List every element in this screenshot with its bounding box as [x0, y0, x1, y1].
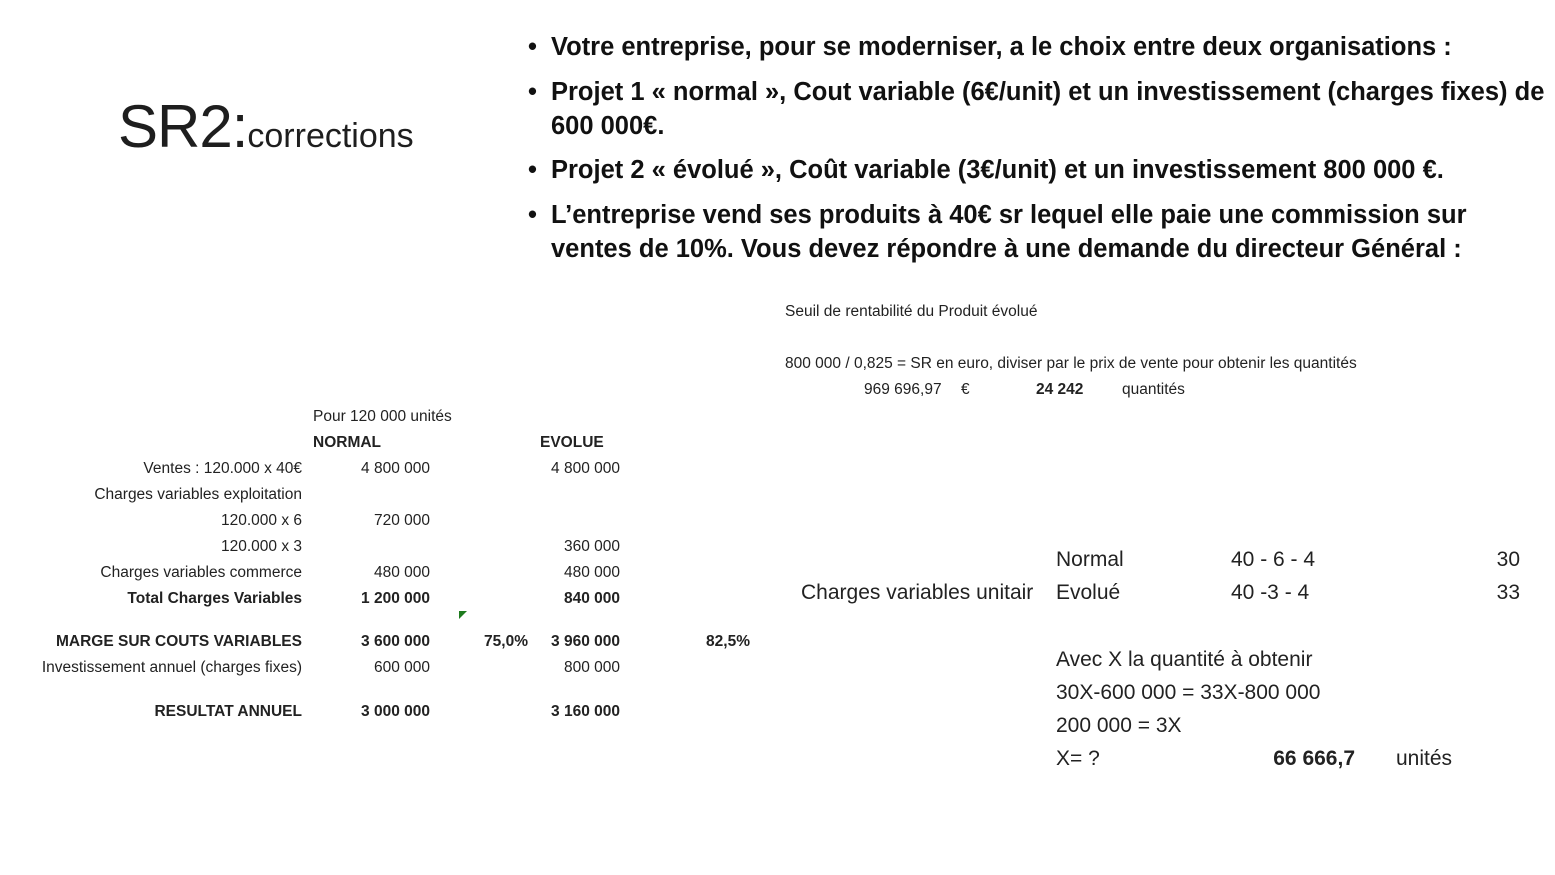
bullet-item: • L’entreprise vend ses produits à 40€ sr lequel elle paie une commission sur ventes de 10%. Vous devez répondre à une demande du directeur Général : [528, 198, 1548, 266]
bullet-item: • Votre entreprise, pour se moderniser, a le choix entre deux organisations : [528, 30, 1548, 64]
row-label: 120.000 x 6 [220, 512, 302, 529]
bullet-item: • Projet 1 « normal », Cout variable (6€/unit) et un investissement (charges fixes) de 600 000€. [528, 75, 1548, 143]
cell-normal: 1 200 000 [361, 590, 430, 607]
row-label: RESULTAT ANNUEL [154, 703, 302, 720]
title-main: SR2: [118, 93, 248, 160]
title-sub: corrections [247, 117, 414, 155]
seuil-formula: 800 000 / 0,825 = SR en euro, diviser par le prix de vente pour obtenir les quantités [785, 355, 1357, 372]
equation-line: Avec X la quantité à obtenir [1056, 648, 1313, 671]
row-label: 120.000 x 3 [220, 538, 302, 555]
bullet-item: • Projet 2 « évolué », Coût variable (3€/unit) et un investissement 800 000 €. [528, 153, 1548, 187]
cell-evolue: 480 000 [563, 564, 620, 581]
seuil-heading: Seuil de rentabilité du Produit évolué [785, 303, 1038, 320]
cell-evolue: 3 960 000 [551, 633, 620, 650]
cell-comment-marker-icon [459, 611, 467, 619]
row-label: Total Charges Variables [127, 590, 302, 607]
unit-row-value: 33 [1496, 581, 1520, 604]
header-normal: NORMAL [313, 434, 382, 451]
page-title [118, 92, 414, 161]
unit-row-name: Evolué [1056, 581, 1121, 604]
header-evolue: EVOLUE [540, 434, 604, 451]
unit-row-value: 30 [1496, 548, 1520, 571]
equation-unit: unités [1396, 747, 1453, 770]
seuil-quantity-label: quantités [1122, 381, 1185, 398]
euro-sign: € [961, 381, 970, 398]
bullet-icon: • [528, 200, 537, 229]
seuil-quantity: 24 242 [1036, 381, 1084, 398]
equation-line: 30X-600 000 = 33X-800 000 [1056, 681, 1321, 704]
cell-normal: 720 000 [373, 512, 430, 529]
equation-result: 66 666,7 [1273, 747, 1355, 770]
bullet-icon: • [528, 33, 537, 61]
table-caption: Pour 120 000 unités [313, 408, 452, 425]
cell-normal: 480 000 [373, 564, 430, 581]
cell-evolue: 840 000 [563, 590, 620, 607]
equation-question: X= ? [1056, 747, 1100, 770]
cell-evolue: 3 160 000 [551, 703, 620, 720]
unit-row-calc: 40 -3 - 4 [1231, 581, 1310, 604]
cell-normal: 3 000 000 [361, 703, 430, 720]
bullet-list [528, 30, 1548, 276]
cell-evolue: 800 000 [563, 659, 620, 676]
row-label: MARGE SUR COUTS VARIABLES [55, 633, 302, 650]
equation-line: 200 000 = 3X [1056, 714, 1182, 737]
unit-row-calc: 40 - 6 - 4 [1231, 548, 1316, 571]
row-label: Charges variables exploitation [94, 486, 302, 503]
cell-evolue: 4 800 000 [551, 460, 620, 477]
cell-evolue: 360 000 [563, 538, 620, 555]
cell-pct-evolue: 82,5% [706, 633, 750, 650]
cell-normal: 3 600 000 [361, 633, 430, 650]
row-label: Charges variables commerce [100, 564, 302, 581]
seuil-euro-value: 969 696,97 [864, 381, 942, 398]
cell-pct-normal: 75,0% [484, 633, 528, 650]
cell-normal: 4 800 000 [361, 460, 430, 477]
row-label: Ventes : 120.000 x 40€ [143, 460, 302, 477]
bullet-icon: • [528, 77, 537, 106]
row-label: Investissement annuel (charges fixes) [41, 659, 302, 676]
unit-charges-label: Charges variables unitair [801, 581, 1034, 604]
unit-row-name: Normal [1056, 548, 1124, 571]
bullet-icon: • [528, 156, 537, 184]
cell-normal: 600 000 [373, 659, 430, 676]
